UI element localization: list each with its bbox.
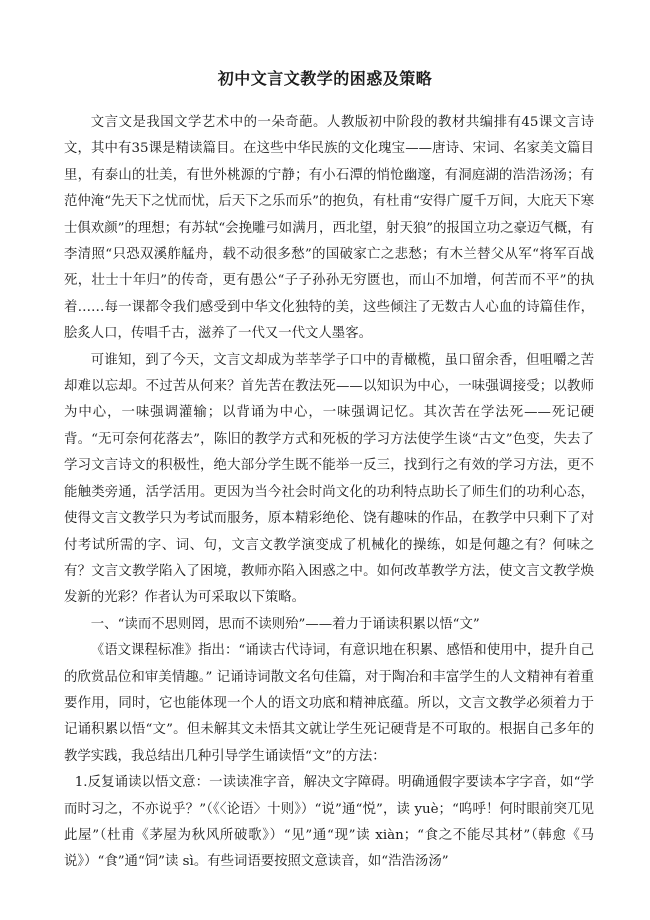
document-body [64,110,594,876]
section-heading: 一、“读而不思则罔，思而不读则殆”——着力于诵读积累以悟“文” [90,616,480,632]
numbered-item: 1.反复诵读以悟文意：一读读准字音，解决文字障碍。明确通假字要读本字字音，如“学而时习之，不亦说乎？”（《〈论语〉十则》）“说”通“悦”，读 yuè；“呜呼！何时眼前突兀见此屋”（杜甫《茅屋为秋风所破歌》）“见”通“现”读 xiàn；“食之不能尽其材”（韩愈《马说》）“食”通“饲”读 sì。有些词语要按照文意读音，如“浩浩汤汤” [64,775,594,870]
paragraph-problem: 可谁知，到了今天，文言文却成为莘莘学子口中的青橄榄，虽口留余香，但咀嚼之苦却难以忘却。不过苦从何来？首先苦在教法死——以知识为中心，一味强调接受；以教师为中心，一味强调灌输；以背诵为中心，一味强调记忆。其次苦在学法死——死记硬背。“无可奈何花落去”，陈旧的教学方式和死板的学习方法使学生谈“古文”色变，失去了学习文言诗文的积极性，绝大部分学生既不能举一反三，找到行之有效的学习方法，更不能触类旁通，活学活用。更因为当今社会时尚文化的功利特点助长了师生们的功利心态，使得文言文教学只为考试而服务，原本精彩绝伦、饶有趣味的作品，在教学中只剩下了对付考试所需的字、词、句，文言文教学演变成了机械化的操练，如是何趣之有？何味之有？文言文教学陷入了困境，教师亦陷入困惑之中。如何改革教学方法，使文言文教学焕发新的光彩？作者认为可采取以下策略。 [64,352,594,606]
paragraph-intro: 文言文是我国文学艺术中的一朵奇葩。人教版初中阶段的教材共编排有45课文言诗文，其中有35课是精读篇目。在这些中华民族的文化瑰宝——唐诗、宋词、名家美文篇目里，有泰山的壮美，有世外桃源的宁静；有小石潭的悄怆幽邃，有洞庭湖的浩浩汤汤；有范仲淹“先天下之忧而忧，后天下之乐而乐”的抱负，有杜甫“安得广厦千万间，大庇天下寒士俱欢颜”的理想；有苏轼“会挽雕弓如满月，西北望，射天狼”的报国立功之豪迈气概，有李清照“只恐双溪舴艋舟，载不动很多愁”的国破家亡之悲愁；有木兰替父从军“将军百战死，壮士十年归”的传奇，更有愚公“子子孙孙无穷匮也，而山不加增，何苦而不平”的执着……每一课都令我们感受到中华文化独特的美，这些倾注了无数古人心血的诗篇佳作，脍炙人口，传唱千古，滋养了一代又一代文人墨客。 [64,115,594,342]
paragraph-section: 《语文课程标准》指出：“诵读古代诗词，有意识地在积累、感悟和使用中，提升自己的欣赏品位和审美情趣。” 记诵诗词散文名句佳篇，对于陶冶和丰富学生的人文精神有着重要作用，同时，它也能体现一个人的语文功底和精神底蕴。所以，文言文教学必须着力于记诵积累以悟“文”。但未解其文未悟其文就让学生死记硬背是不可取的。根据自己多年的教学实践，我总结出几种引导学生诵读悟“文”的方法： [64,643,594,764]
document-title: 初中文言文教学的困惑及策略 [217,69,433,88]
